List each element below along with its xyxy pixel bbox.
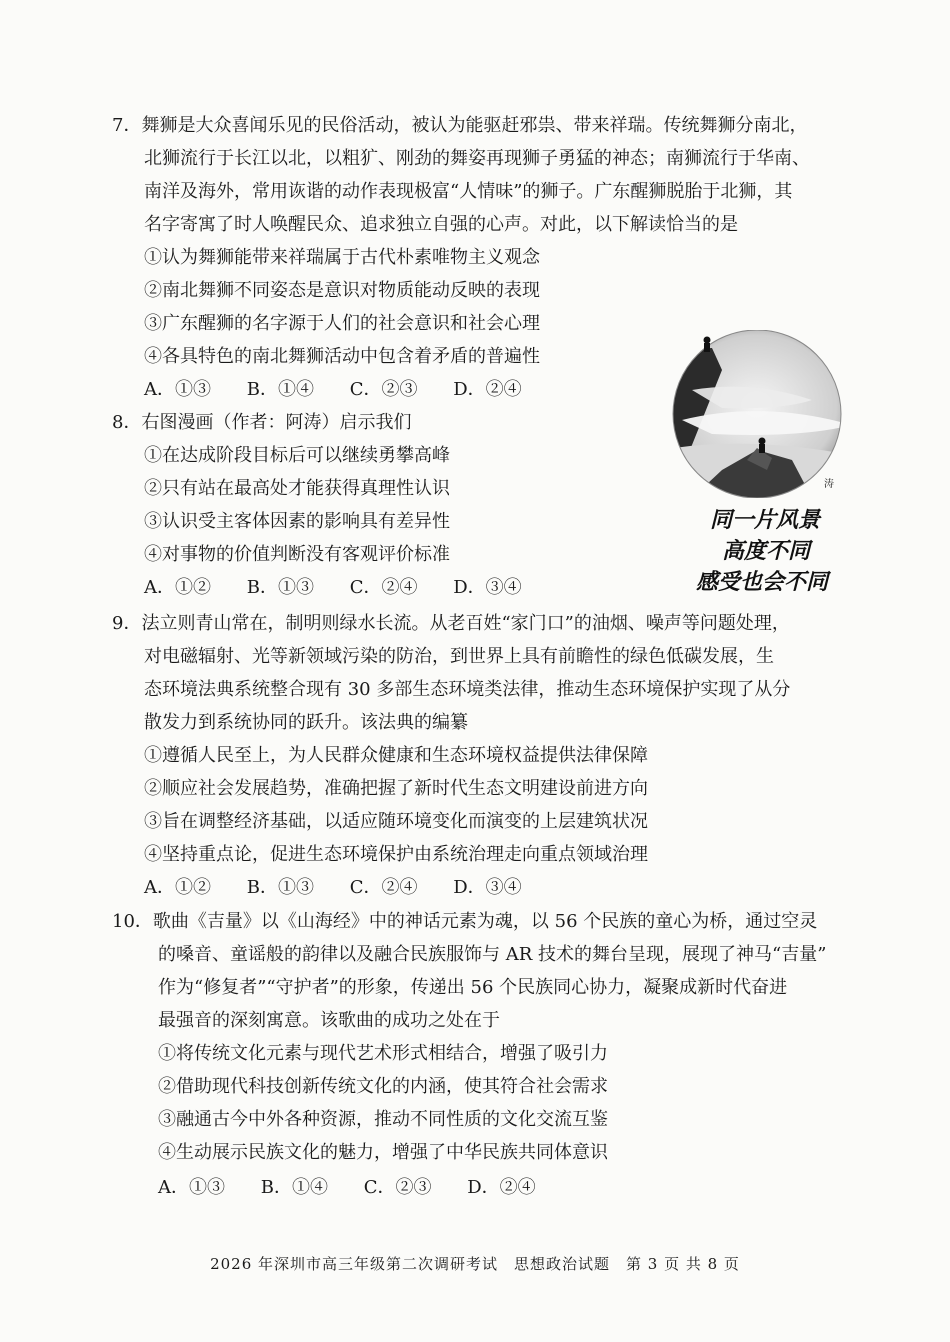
q10-choice-b: B．①④ — [260, 1177, 328, 1198]
q9-option-3: ③旨在调整经济基础，以适应随环境变化而演变的上层建筑状况 — [144, 811, 648, 832]
q8-choice-d: D．③④ — [453, 577, 522, 598]
q8-option-3: ③认识受主客体因素的影响具有差异性 — [144, 511, 450, 532]
figure-top-icon — [704, 337, 711, 353]
q7-option-2: ②南北舞狮不同姿态是意识对物质能动反映的表现 — [144, 280, 540, 301]
q9-line-2: 对电磁辐射、光等新领域污染的防治，到世界上具有前瞻性的绿色低碳发展，生 — [144, 646, 774, 667]
comic-illustration — [662, 330, 852, 498]
q10-line-3: 作为“修复者”“守护者”的形象，传递出 56 个民族同心协力，凝聚成新时代奋进 — [158, 977, 788, 998]
q8-choice-b: B．①③ — [246, 577, 314, 598]
q8-line-1: 8．右图漫画（作者：阿涛）启示我们 — [112, 412, 412, 433]
q9-choice-c: C．②④ — [349, 877, 418, 898]
q9-choice-a: A．①② — [144, 877, 211, 898]
comic-signature: 涛 — [824, 479, 834, 490]
q8-choice-c: C．②④ — [349, 577, 418, 598]
q9-line-1: 9．法立则青山常在，制明则绿水长流。从老百姓“家门口”的油烟、噪声等问题处理， — [112, 613, 790, 634]
q10-option-4: ④生动展示民族文化的魅力，增强了中华民族共同体意识 — [158, 1142, 608, 1163]
q7-option-3: ③广东醒狮的名字源于人们的社会意识和社会心理 — [144, 313, 540, 334]
q7-line-2: 北狮流行于长江以北，以粗犷、刚劲的舞姿再现狮子勇猛的神态；南狮流行于华南、 — [144, 148, 810, 169]
q9-line-3: 态环境法典系统整合现有 30 多部生态环境类法律，推动生态环境保护实现了从分 — [144, 679, 791, 700]
q7-line-3: 南洋及海外，常用诙谐的动作表现极富“人情味”的狮子。广东醒狮脱胎于北狮，其 — [144, 181, 793, 202]
q7-choice-a: A．①③ — [144, 379, 211, 400]
q7-line-4: 名字寄寓了时人唤醒民众、追求独立自强的心声。对此，以下解读恰当的是 — [144, 214, 738, 235]
q7-line-1: 7．舞狮是大众喜闻乐见的民俗活动，被认为能驱赶邪祟、带来祥瑞。传统舞狮分南北， — [112, 115, 808, 136]
q10-line-1: 10．歌曲《吉量》以《山海经》中的神话元素为魂，以 56 个民族的童心为桥，通过空灵 — [112, 911, 818, 932]
q10-choice-d: D．②④ — [467, 1177, 536, 1198]
q8-choices — [144, 576, 552, 600]
q8-option-1: ①在达成阶段目标后可以继续勇攀高峰 — [144, 445, 450, 466]
q10-line-2: 的嗓音、童谣般的韵律以及融合民族服饰与 AR 技术的舞台呈现，展现了神马“吉量” — [158, 944, 827, 965]
q10-option-1: ①将传统文化元素与现代艺术形式相结合，增强了吸引力 — [158, 1043, 608, 1064]
q7-choices — [144, 378, 552, 402]
q7-option-1: ①认为舞狮能带来祥瑞属于古代朴素唯物主义观念 — [144, 247, 540, 268]
q10-option-3: ③融通古今中外各种资源，推动不同性质的文化交流互鉴 — [158, 1109, 608, 1130]
q10-choices — [158, 1176, 566, 1200]
q7-choice-b: B．①④ — [246, 379, 314, 400]
q10-choice-c: C．②③ — [363, 1177, 432, 1198]
q9-option-4: ④坚持重点论，促进生态环境保护由系统治理走向重点领域治理 — [144, 844, 648, 865]
q9-choices — [144, 876, 552, 900]
q9-option-1: ①遵循人民至上，为人民群众健康和生态环境权益提供法律保障 — [144, 745, 648, 766]
page-footer: 2026 年深圳市高三年级第二次调研考试 思想政治试题 第 3 页 共 8 页 — [210, 1255, 740, 1273]
q8-option-2: ②只有站在最高处才能获得真理性认识 — [144, 478, 450, 499]
q10-option-2: ②借助现代科技创新传统文化的内涵，使其符合社会需求 — [158, 1076, 608, 1097]
comic-caption-2: 高度不同 — [722, 539, 811, 564]
q8-option-4: ④对事物的价值判断没有客观评价标准 — [144, 544, 450, 565]
q10-choice-a: A．①③ — [158, 1177, 225, 1198]
figure-bottom-icon — [759, 438, 766, 454]
q7-choice-c: C．②③ — [349, 379, 418, 400]
q7-option-4: ④各具特色的南北舞狮活动中包含着矛盾的普遍性 — [144, 346, 540, 367]
q9-line-4: 散发力到系统协同的跃升。该法典的编纂 — [144, 712, 468, 733]
comic-caption-1: 同一片风景 — [710, 508, 821, 533]
q8-choice-a: A．①② — [144, 577, 211, 598]
q10-line-4: 最强音的深刻寓意。该歌曲的成功之处在于 — [158, 1010, 500, 1031]
q9-choice-b: B．①③ — [246, 877, 314, 898]
q7-choice-d: D．②④ — [453, 379, 522, 400]
q9-option-2: ②顺应社会发展趋势，准确把握了新时代生态文明建设前进方向 — [144, 778, 648, 799]
q9-choice-d: D．③④ — [453, 877, 522, 898]
comic-caption-3: 感受也会不同 — [696, 570, 829, 595]
